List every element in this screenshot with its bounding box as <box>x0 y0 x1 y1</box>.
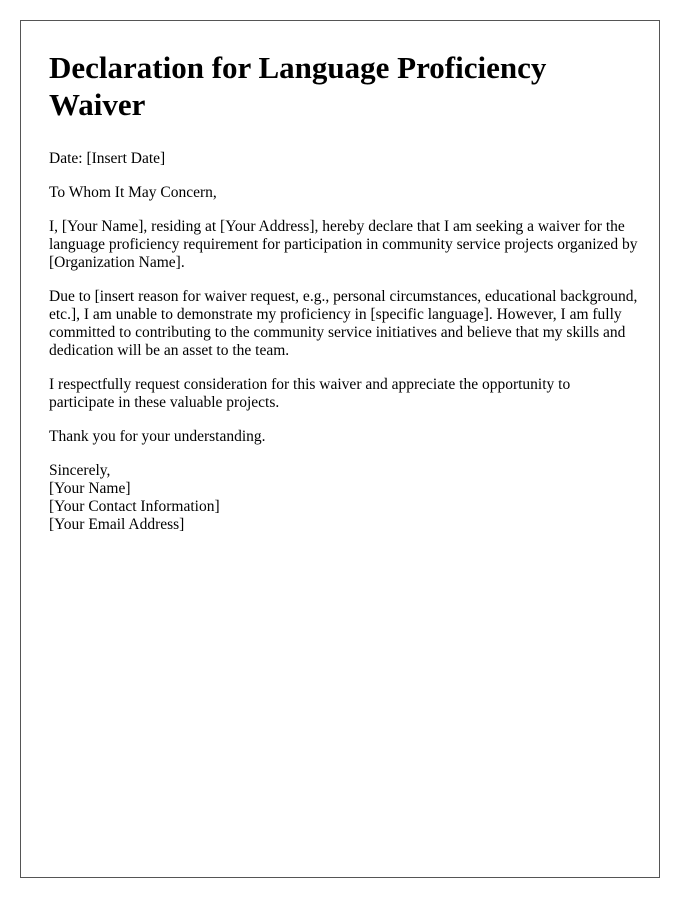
salutation: To Whom It May Concern, <box>49 184 217 201</box>
reason-paragraph: Due to [insert reason for waiver request, e.g., personal circumstances, educational background, etc.], I am unable to demonstrate my proficiency in [specific language]. However, I am fully committed to contributing to the community service initiatives and believe that my skills and dedication will be an asset to the team. <box>49 288 638 359</box>
request-paragraph: I respectfully request consideration for this waiver and appreciate the opportunity to participate in these valuable projects. <box>49 376 571 411</box>
signature-contact: [Your Contact Information] <box>49 498 220 515</box>
signature-block <box>49 462 639 534</box>
document-body <box>49 49 639 550</box>
date-line: Date: [Insert Date] <box>49 150 166 167</box>
declaration-paragraph: I, [Your Name], residing at [Your Address], hereby declare that I am seeking a waiver for the language proficiency requirement for participation in community service projects organized by [Organization Name]. <box>49 218 638 271</box>
thanks-paragraph: Thank you for your understanding. <box>49 428 266 445</box>
signature-closing: Sincerely, <box>49 462 111 479</box>
document-title: Declaration for Language Proficiency Waiver <box>49 50 547 122</box>
signature-email: [Your Email Address] <box>49 516 185 533</box>
document-page <box>20 20 660 878</box>
signature-name: [Your Name] <box>49 480 131 497</box>
